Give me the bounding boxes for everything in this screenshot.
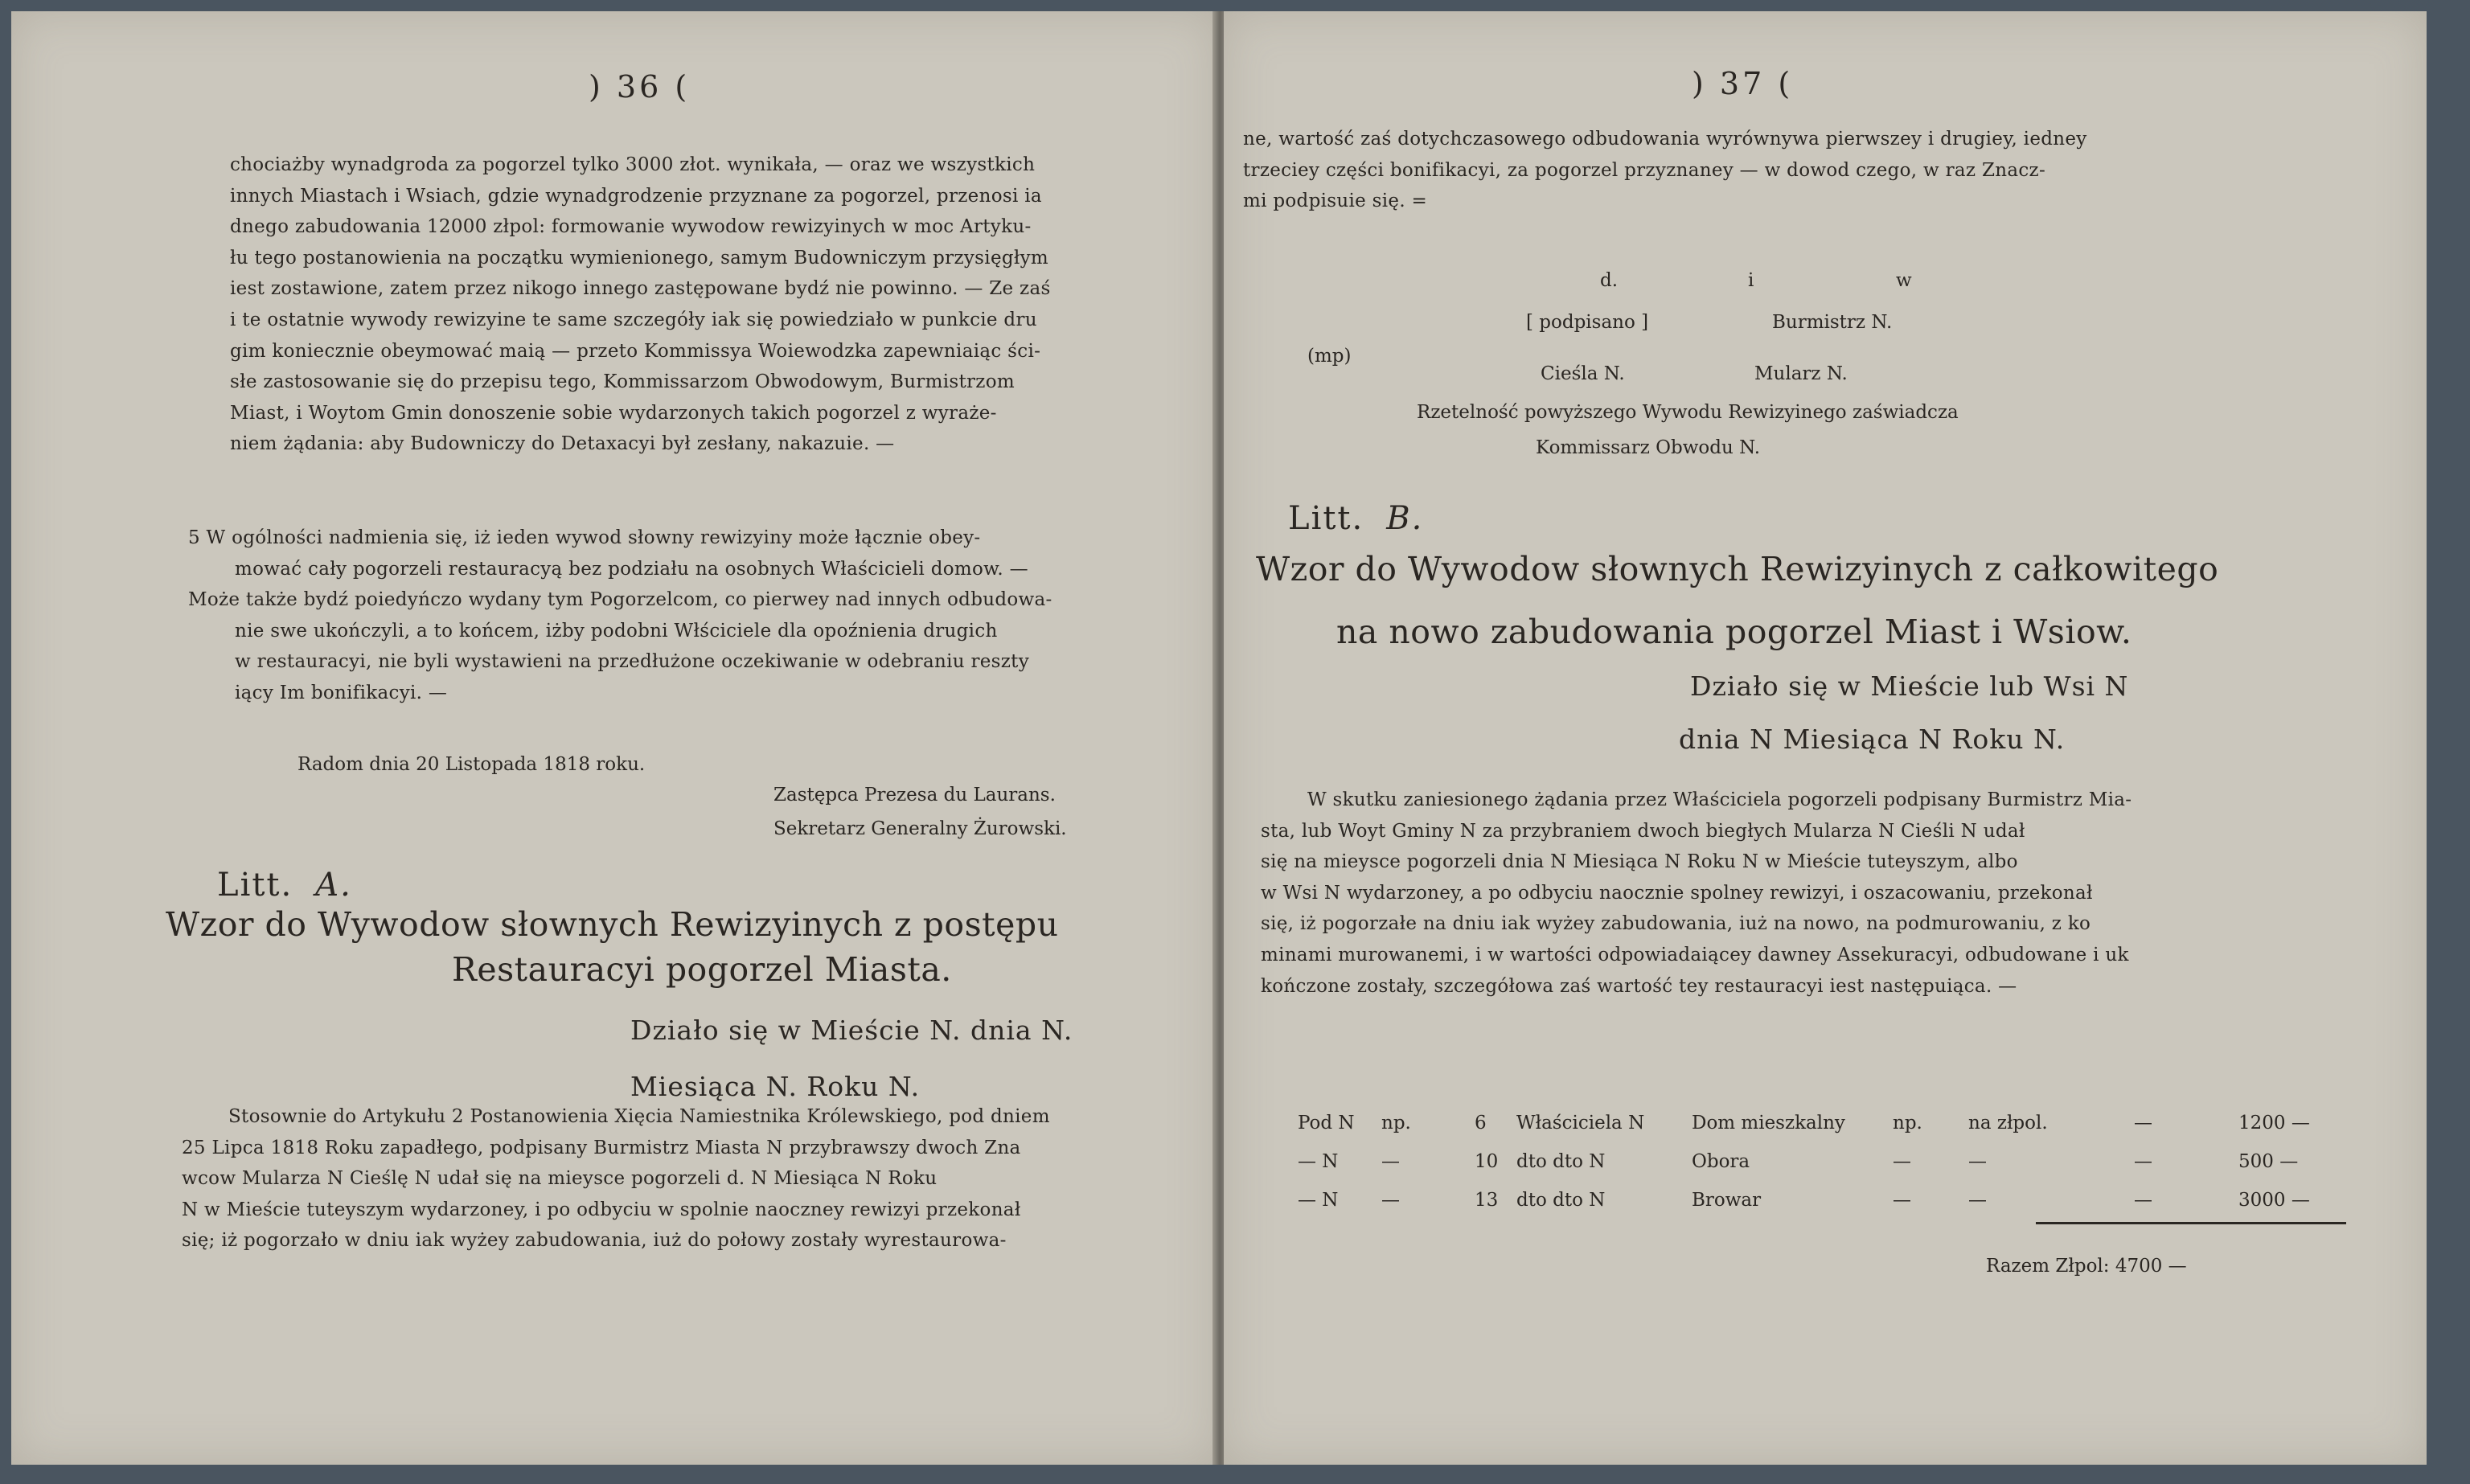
table-cell: na złpol.	[1968, 1113, 2048, 1133]
litt-letter: A.	[315, 867, 352, 904]
form-title-line: Wzor do Wywodow słownych Rewizyinych z całkowitego	[1256, 550, 2219, 588]
table-cell: np.	[1381, 1113, 1411, 1133]
text-line: sta, lub Woyt Gminy N za przybraniem dwoch biegłych Mularza N Cieśli N udał	[1261, 820, 2025, 842]
page-number: ) 37 (	[1692, 66, 1794, 101]
table-cell: 3000 —	[2238, 1190, 2310, 1211]
paragraph-continuation	[1243, 124, 2417, 217]
text-line: Może także bydź poiedyńczo wydany tym Pogorzelcom, co pierwey nad innych odbudowa-	[188, 589, 1052, 611]
text-line: słe zastosowanie się do przepisu tego, Kommissarzom Obwodowym, Burmistrzom	[230, 371, 1015, 393]
form-title-line: na nowo zabudowania pogorzel Miast i Wsiow.	[1336, 613, 2132, 651]
form-body	[182, 1101, 1203, 1256]
text-line: w restauracyi, nie byli wystawieni na przedłużone oczekiwanie w odebraniu reszty	[235, 651, 1030, 673]
signature-line: Zastępca Prezesa du Laurans.	[773, 785, 1056, 806]
form-subtitle-line: Działo się w Mieście lub Wsi N	[1690, 670, 2129, 702]
signature-initial: d.	[1600, 270, 1619, 291]
table-cell: 500 —	[2238, 1151, 2299, 1172]
certification-line: Rzetelność powyższego Wywodu Rewizyinego zaświadcza	[1417, 402, 1959, 423]
table-cell: —	[1968, 1190, 1987, 1211]
text-line: gim koniecznie obeymować maią — przeto Kommissya Woiewodzka zapewniaiąc ści-	[230, 340, 1041, 362]
text-line: niem żądania: aby Budowniczy do Detaxacyi był zesłany, nakazuie. —	[230, 433, 895, 455]
table-cell: dto dto N	[1516, 1151, 1606, 1172]
text-line: innych Miastach i Wsiach, gdzie wynadgrodzenie przyznane za pogorzel, przenosi ia	[230, 185, 1042, 207]
form-title-line: Restauracyi pogorzel Miasta.	[452, 950, 952, 989]
table-cell: Pod N	[1298, 1113, 1355, 1133]
table-cell: dto dto N	[1516, 1190, 1606, 1211]
signature-initial: w	[1896, 270, 1912, 291]
table-cell: — N	[1298, 1151, 1339, 1172]
table-cell: Browar	[1692, 1190, 1762, 1211]
ciesla-signature: Cieśla N.	[1541, 363, 1625, 384]
text-line: się; iż pogorzało w dniu iak wyżey zabudowania, iuż do połowy zostały wyrestaurowa-	[182, 1230, 1007, 1252]
table-cell: —	[1381, 1151, 1400, 1172]
litt-letter: B.	[1386, 500, 1424, 537]
form-body	[1261, 785, 2411, 1002]
text-line: nie swe ukończyli, a to końcem, iżby podobni Włściciele dla opoźnienia drugich	[235, 620, 998, 642]
page-number: ) 36 (	[589, 69, 691, 105]
litt-heading	[1288, 500, 1423, 537]
text-line: W skutku zaniesionego żądania przez Właściciela pogorzeli podpisany Burmistrz Mia-	[1307, 789, 2132, 810]
table-cell: Właściciela N	[1516, 1113, 1645, 1133]
podpisano: [ podpisano ]	[1526, 312, 1649, 333]
table-cell: —	[1893, 1151, 1911, 1172]
litt-label: Litt.	[1288, 500, 1364, 537]
text-line: mi podpisuie się. =	[1243, 191, 1428, 212]
table-cell: 6	[1475, 1113, 1487, 1133]
paragraph-5	[188, 523, 1203, 709]
text-line: Miast, i Woytom Gmin donoszenie sobie wydarzonych takich pogorzel z wyraże-	[230, 402, 997, 424]
form-subtitle-line: Działo się w Mieście N. dnia N.	[630, 1015, 1073, 1046]
text-line: w Wsi N wydarzoney, a po odbyciu naocznie spolney rewizyi, i oszacowaniu, przekonał	[1261, 882, 2093, 904]
kommissarz-line: Kommissarz Obwodu N.	[1536, 437, 1761, 458]
text-line: kończone zostały, szczegółowa zaś wartość tey restauracyi iest następuiąca. —	[1261, 975, 2017, 997]
burmistrz-signature: Burmistrz N.	[1772, 312, 1893, 333]
total-line: Razem Złpol: 4700 —	[1986, 1256, 2187, 1277]
table-cell: —	[1968, 1151, 1987, 1172]
text-line: iest zostawione, zatem przez nikogo innego zastępowane bydź nie powinno. — Ze zaś	[230, 278, 1051, 300]
litt-heading	[217, 867, 352, 904]
sum-rule	[2036, 1222, 2346, 1224]
signature-line: Sekretarz Generalny Żurowski.	[773, 818, 1067, 839]
table-cell: 10	[1475, 1151, 1499, 1172]
signature-initial: i	[1748, 270, 1754, 291]
date-line: Radom dnia 20 Listopada 1818 roku.	[297, 754, 646, 775]
table-cell: Obora	[1692, 1151, 1750, 1172]
table-cell: —	[2134, 1190, 2152, 1211]
text-line: 5 W ogólności nadmienia się, iż ieden wywod słowny rewizyiny może łącznie obey-	[188, 527, 981, 548]
table-cell: 13	[1475, 1190, 1499, 1211]
valuation-table	[1298, 1113, 2391, 1225]
table-cell: —	[2134, 1151, 2152, 1172]
text-line: wcow Mularza N Cieślę N udał się na mieysce pogorzeli d. N Miesiąca N Roku	[182, 1168, 938, 1190]
table-cell: 1200 —	[2238, 1113, 2310, 1133]
text-line: dnego zabudowania 12000 złpol: formowanie wywodow rewizyinych w moc Artyku-	[230, 216, 1032, 238]
form-subtitle-line: Miesiąca N. Roku N.	[630, 1071, 921, 1102]
seal-mark: (mp)	[1307, 346, 1352, 367]
text-line: N w Mieście tuteyszym wydarzoney, i po odbyciu w spolnie naoczney rewizyi przekonał	[182, 1199, 1021, 1220]
text-line: chociażby wynadgroda za pogorzel tylko 3000 złot. wynikała, — oraz we wszystkich	[230, 154, 1036, 175]
left-page	[11, 11, 1217, 1465]
table-cell: —	[2134, 1113, 2152, 1133]
table-cell: np.	[1893, 1113, 1922, 1133]
right-page	[1224, 11, 2427, 1465]
table-cell: Dom mieszkalny	[1692, 1113, 1845, 1133]
table-cell: — N	[1298, 1190, 1339, 1211]
table-cell: —	[1893, 1190, 1911, 1211]
text-line: Stosownie do Artykułu 2 Postanowienia Xięcia Namiestnika Królewskiego, pod dniem	[228, 1106, 1050, 1127]
text-line: ne, wartość zaś dotychczasowego odbudowania wyrównywa pierwszey i drugiey, iedney	[1243, 129, 2087, 150]
text-line: mować cały pogorzeli restauracyą bez podziału na osobnych Właścicieli domow. —	[235, 558, 1028, 580]
text-line: minami murowanemi, i w wartości odpowiadaiącey dawney Assekuracyi, odbudowane i uk	[1261, 944, 2129, 965]
text-line: iący Im bonifikacyi. —	[235, 682, 448, 703]
litt-label: Litt.	[217, 867, 293, 904]
text-line: się, iż pogorzałe na dniu iak wyżey zabudowania, iuż na nowo, na podmurowaniu, z ko	[1261, 913, 2091, 935]
text-line: i te ostatnie wywody rewizyine te same szczegóły iak się powiedziało w punkcie dru	[230, 309, 1037, 330]
text-line: trzeciey części bonifikacyi, za pogorzel przyznaney — w dowod czego, w raz Znacz-	[1243, 159, 2046, 181]
text-line: 25 Lipca 1818 Roku zapadłego, podpisany Burmistrz Miasta N przybrawszy dwoch Zna	[182, 1137, 1021, 1158]
mularz-signature: Mularz N.	[1754, 363, 1848, 384]
form-subtitle-line: dnia N Miesiąca N Roku N.	[1679, 724, 2066, 755]
paragraph-4	[230, 150, 1203, 460]
table-cell: —	[1381, 1190, 1400, 1211]
text-line: się na mieysce pogorzeli dnia N Miesiąca N Roku N w Mieście tuteyszym, albo	[1261, 851, 2018, 873]
form-title-line: Wzor do Wywodow słownych Rewizyinych z postępu	[166, 905, 1059, 944]
text-line: łu tego postanowienia na początku wymienionego, samym Budowniczym przysięgłym	[230, 247, 1049, 269]
